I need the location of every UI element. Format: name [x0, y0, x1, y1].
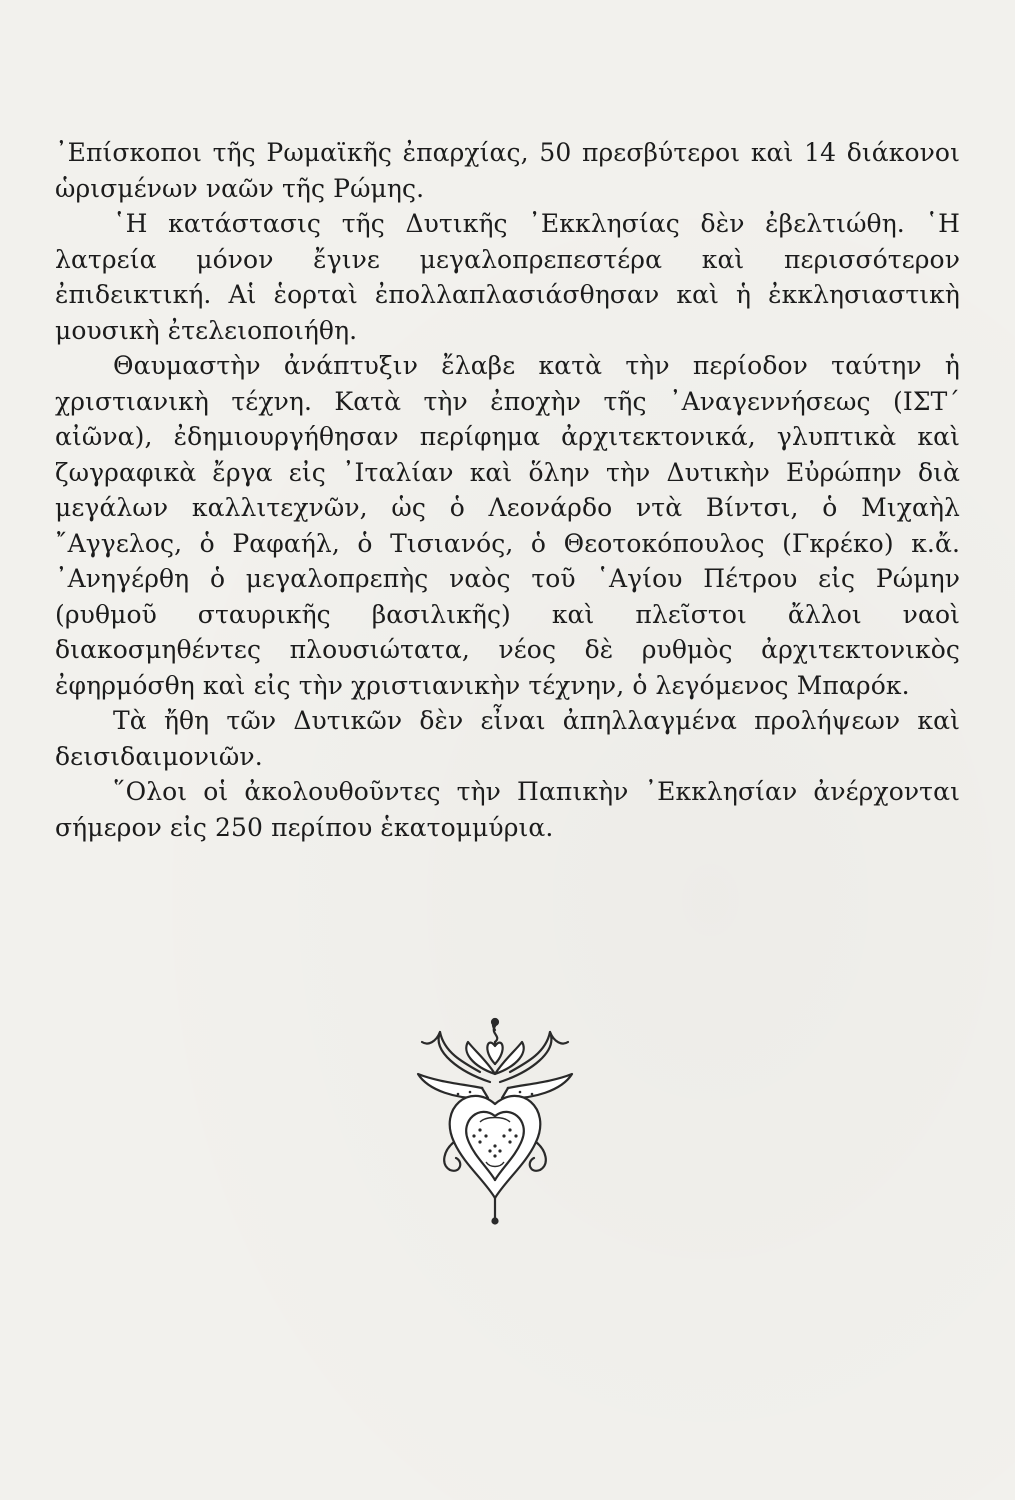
paragraph-5: ῞Ολοι οἱ ἀκολουθοῦντες τὴν Παπικὴν ᾿Εκκλησίαν ἀνέρχονται σήμερον εἰς 250 περίπου ἑκατομμύρια.	[55, 777, 960, 842]
paragraph-1: ᾿Επίσκοποι τῆς Ρωμαϊκῆς ἐπαρχίας, 50 πρεσβύτεροι καὶ 14 διάκονοι ὡρισμένων ναῶν τῆς Ρώμης.	[55, 138, 960, 203]
body-text	[55, 135, 960, 845]
floral-ornament-icon	[410, 1012, 580, 1227]
paragraph-2: ῾Η κατάστασις τῆς Δυτικῆς ᾿Εκκλησίας δὲν ἐβελτιώθη. ῾Η λατρεία μόνον ἔγινε μεγαλοπρεπεστέρα καὶ περισσότερον ἐπιδεικτική. Αἱ ἑορταὶ ἐπολλαπλασιάσθησαν καὶ ἡ ἐκκλησιαστικὴ μουσικὴ ἐτελειοποιήθη.	[55, 209, 960, 345]
paragraph-4: Τὰ ἤθη τῶν Δυτικῶν δὲν εἶναι ἀπηλλαγμένα προλήψεων καὶ δεισιδαιμονιῶν.	[55, 706, 960, 771]
paragraph-3: Θαυμαστὴν ἀνάπτυξιν ἔλαβε κατὰ τὴν περίοδον ταύτην ἡ χριστιανικὴ τέχνη. Κατὰ τὴν ἐποχὴν τῆς ᾿Αναγεννήσεως (ΙΣΤ΄ αἰῶνα), ἐδημιουργήθησαν περίφημα ἀρχιτεκτονικά, γλυπτικὰ καὶ ζωγραφικὰ ἔργα εἰς ᾿Ιταλίαν καὶ ὅλην τὴν Δυτικὴν Εὐρώπην διὰ μεγάλων καλλιτεχνῶν, ὡς ὁ Λεονάρδο ντὰ Βίντσι, ὁ Μιχαὴλ ῎Αγγελος, ὁ Ραφαήλ, ὁ Τισιανός, ὁ Θεοτοκόπουλος (Γκρέκο) κ.ἄ. ᾿Ανηγέρθη ὁ μεγαλοπρεπὴς ναὸς τοῦ ῾Αγίου Πέτρου εἰς Ρώμην (ρυθμοῦ σταυρικῆς βασιλικῆς) καὶ πλεῖστοι ἄλλοι ναοὶ διακοσμηθέντες πλουσιώτατα, νέος δὲ ρυθμὸς ἀρχιτεκτονικὸς ἐφηρμόσθη καὶ εἰς τὴν χριστιανικὴν τέχνην, ὁ λεγόμενος Μπαρόκ.	[55, 351, 960, 700]
